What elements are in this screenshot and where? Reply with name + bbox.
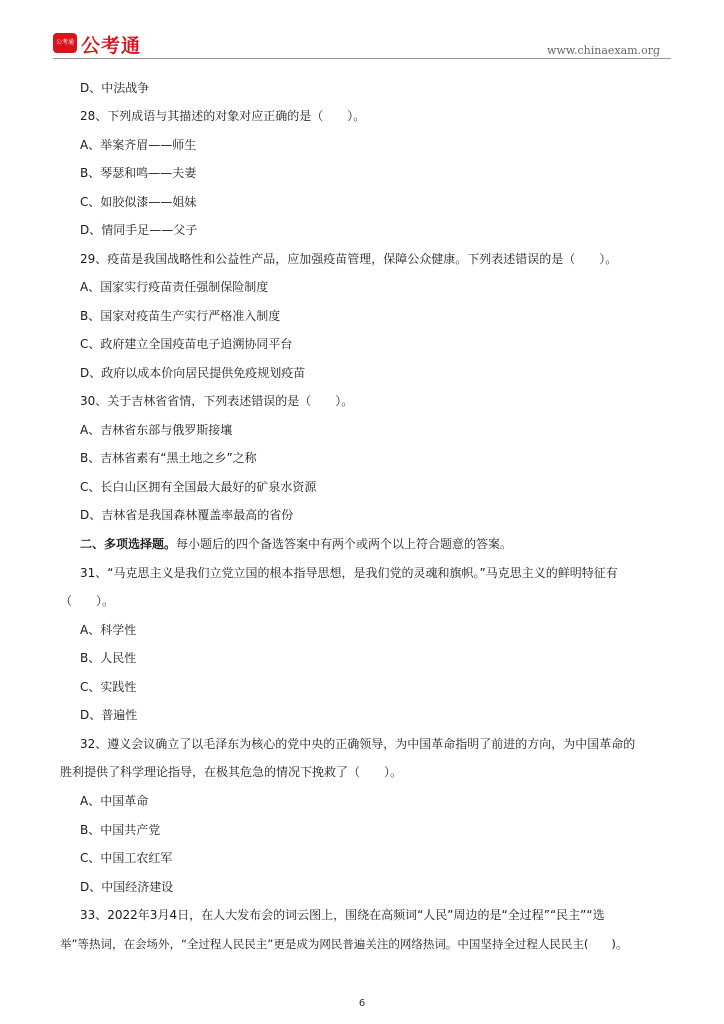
question-28: 28、下列成语与其描述的对象对应正确的是（ ）。 (80, 109, 366, 123)
section-title: 二、多项选择题。 (80, 537, 177, 551)
section-description: 每小题后的四个备选答案中有两个或两个以上符合题意的答案。 (176, 537, 513, 551)
page-header (0, 0, 724, 62)
section-heading (80, 537, 512, 551)
question-31-cont: （ ）。 (60, 594, 115, 608)
option-line: C、实践性 (80, 680, 137, 694)
option-line: D、中法战争 (80, 81, 150, 95)
question-32-cont: 胜利提供了科学理论指导，在极其危急的情况下挽救了（ ）。 (60, 765, 403, 779)
header-divider (53, 58, 671, 59)
option-line: C、中国工农红军 (80, 851, 173, 865)
option-line: C、长白山区拥有全国最大最好的矿泉水资源 (80, 480, 317, 494)
option-line: A、科学性 (80, 623, 137, 637)
logo-badge: 公考通 (53, 33, 77, 53)
option-line: D、政府以成本价向居民提供免疫规划疫苗 (80, 366, 306, 380)
option-line: B、吉林省素有“黑土地之乡”之称 (80, 451, 257, 465)
question-32: 32、遵义会议确立了以毛泽东为核心的党中央的正确领导，为中国革命指明了前进的方向，为中国革命的 (80, 737, 636, 751)
question-31: 31、“马克思主义是我们立党立国的根本指导思想，是我们党的灵魂和旗帜。”马克思主义的鲜明特征有 (80, 566, 618, 580)
page-number: 6 (358, 998, 366, 1009)
question-33-cont: 举”等热词，在会场外，“全过程人民民主”更是成为网民普遍关注的网络热词。中国坚持全过程人民民主( )。 (60, 937, 628, 951)
option-line: B、国家对疫苗生产实行严格准入制度 (80, 309, 281, 323)
option-line: B、琴瑟和鸣——夫妻 (80, 166, 197, 180)
site-url: www.chinaexam.org (547, 44, 660, 57)
option-line: D、中国经济建设 (80, 880, 174, 894)
option-line: D、吉林省是我国森林覆盖率最高的省份 (80, 508, 294, 522)
option-line: A、国家实行疫苗责任强制保险制度 (80, 280, 269, 294)
option-line: A、举案齐眉——师生 (80, 138, 197, 152)
question-29: 29、疫苗是我国战略性和公益性产品，应加强疫苗管理，保障公众健康。下列表述错误的是（ ）。 (80, 252, 618, 266)
question-30: 30、关于吉林省省情，下列表述错误的是（ ）。 (80, 394, 354, 408)
option-line: B、人民性 (80, 651, 137, 665)
question-33: 33、2022年3月4日，在人大发布会的词云图上，围绕在高频词“人民”周边的是“全过程”“民主”“选 (80, 908, 605, 922)
option-line: A、中国革命 (80, 794, 149, 808)
option-line: D、情同手足——父子 (80, 223, 198, 237)
option-line: D、普遍性 (80, 708, 138, 722)
logo-text: 公考通 (81, 35, 142, 57)
option-line: A、吉林省东部与俄罗斯接壤 (80, 423, 233, 437)
option-line: C、政府建立全国疫苗电子追溯协同平台 (80, 337, 293, 351)
option-line: B、中国共产党 (80, 823, 161, 837)
option-line: C、如胶似漆——姐妹 (80, 195, 197, 209)
